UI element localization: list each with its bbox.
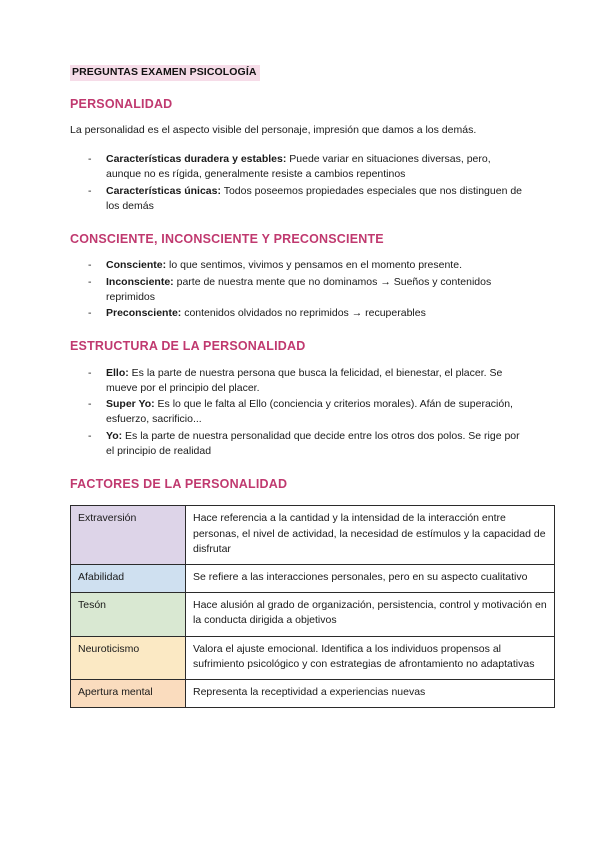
table-row <box>71 506 555 565</box>
list-item <box>70 429 528 459</box>
list-item-term: Consciente: <box>106 259 167 272</box>
list-item-term: Preconsciente: <box>106 307 182 320</box>
list-item-term: Características únicas: <box>106 184 221 197</box>
factor-name-cell: Apertura mental <box>71 680 186 708</box>
factor-name-cell: Tesón <box>71 593 186 636</box>
estructura-list <box>70 366 528 459</box>
list-item <box>70 306 528 321</box>
table-row <box>71 593 555 636</box>
factor-description-cell: Valora el ajuste emocional. Identifica a los individuos propensos al sufrimiento psicológico y con estrategias de afrontamiento no adaptativas <box>186 636 555 679</box>
factor-description-cell: Hace alusión al grado de organización, persistencia, control y motivación en la conducta dirigida a objetivos <box>186 593 555 636</box>
list-item-term: Características duradera y estables: <box>106 153 287 166</box>
list-item-term: Yo: <box>106 429 123 442</box>
list-item-term: Super Yo: <box>106 398 155 411</box>
list-item <box>70 366 528 396</box>
list-item-text: contenidos olvidados no reprimidos → recuperables <box>181 307 426 320</box>
personalidad-list <box>70 152 528 214</box>
dash-bullet-icon: - <box>88 366 92 379</box>
document-title: PREGUNTAS EXAMEN PSICOLOGÍA <box>70 65 260 81</box>
factors-table <box>70 505 555 708</box>
table-row <box>71 680 555 708</box>
factor-description-cell: Hace referencia a la cantidad y la intensidad de la interacción entre personas, el nivel de actividad, la necesidad de estímulos y la capacidad de disfrutar <box>186 506 555 565</box>
list-item-text: parte de nuestra mente que no dominamos → Sueños y contenidos reprimidos <box>106 275 492 303</box>
factor-description-cell: Se refiere a las interacciones personales, pero en su aspecto cualitativo <box>186 564 555 592</box>
dash-bullet-icon: - <box>88 259 92 272</box>
list-item-term: Inconsciente: <box>106 275 174 288</box>
list-item-text: Es la parte de nuestra persona que busca la felicidad, el bienestar, el placer. Se mueve por el principio del placer. <box>106 366 503 394</box>
dash-bullet-icon: - <box>88 184 92 197</box>
list-item-text: Puede variar en situaciones diversas, pero, aunque no es rígida, generalmente resiste a cambios repentinos <box>106 153 491 181</box>
section-heading-estructura: ESTRUCTURA DE LA PERSONALIDAD <box>70 339 306 354</box>
section-heading-factores: FACTORES DE LA PERSONALIDAD <box>70 476 288 491</box>
dash-bullet-icon: - <box>88 429 92 442</box>
document-content <box>70 62 547 708</box>
list-item <box>70 184 528 214</box>
list-item-text: lo que sentimos, vivimos y pensamos en el momento presente. <box>166 259 462 272</box>
list-item-text: Es la parte de nuestra personalidad que decide entre los otros dos polos. Se rige por el principio de realidad <box>106 429 520 457</box>
factor-name-cell: Neuroticismo <box>71 636 186 679</box>
factor-name-cell: Afabilidad <box>71 564 186 592</box>
list-item <box>70 258 528 273</box>
dash-bullet-icon: - <box>88 153 92 166</box>
list-item <box>70 397 528 427</box>
list-item-term: Ello: <box>106 366 129 379</box>
section-heading-personalidad: PERSONALIDAD <box>70 96 173 111</box>
table-row <box>71 636 555 679</box>
factor-name-cell: Extraversión <box>71 506 186 565</box>
consciente-list <box>70 258 528 321</box>
dash-bullet-icon: - <box>88 307 92 320</box>
dash-bullet-icon: - <box>88 275 92 288</box>
list-item <box>70 275 528 305</box>
dash-bullet-icon: - <box>88 398 92 411</box>
table-row <box>71 564 555 592</box>
personalidad-intro-paragraph: La personalidad es el aspecto visible del personaje, impresión que damos a los demás. <box>70 123 477 136</box>
section-heading-consciente: CONSCIENTE, INCONSCIENTE Y PRECONSCIENTE <box>70 232 384 247</box>
list-item-text: Es lo que le falta al Ello (conciencia y criterios morales). Afán de superación, esfuerzo, sacrificio... <box>106 398 513 426</box>
list-item-text: Todos poseemos propiedades especiales que nos distinguen de los demás <box>106 184 523 212</box>
list-item <box>70 152 528 182</box>
factor-description-cell: Representa la receptividad a experiencias nuevas <box>186 680 555 708</box>
